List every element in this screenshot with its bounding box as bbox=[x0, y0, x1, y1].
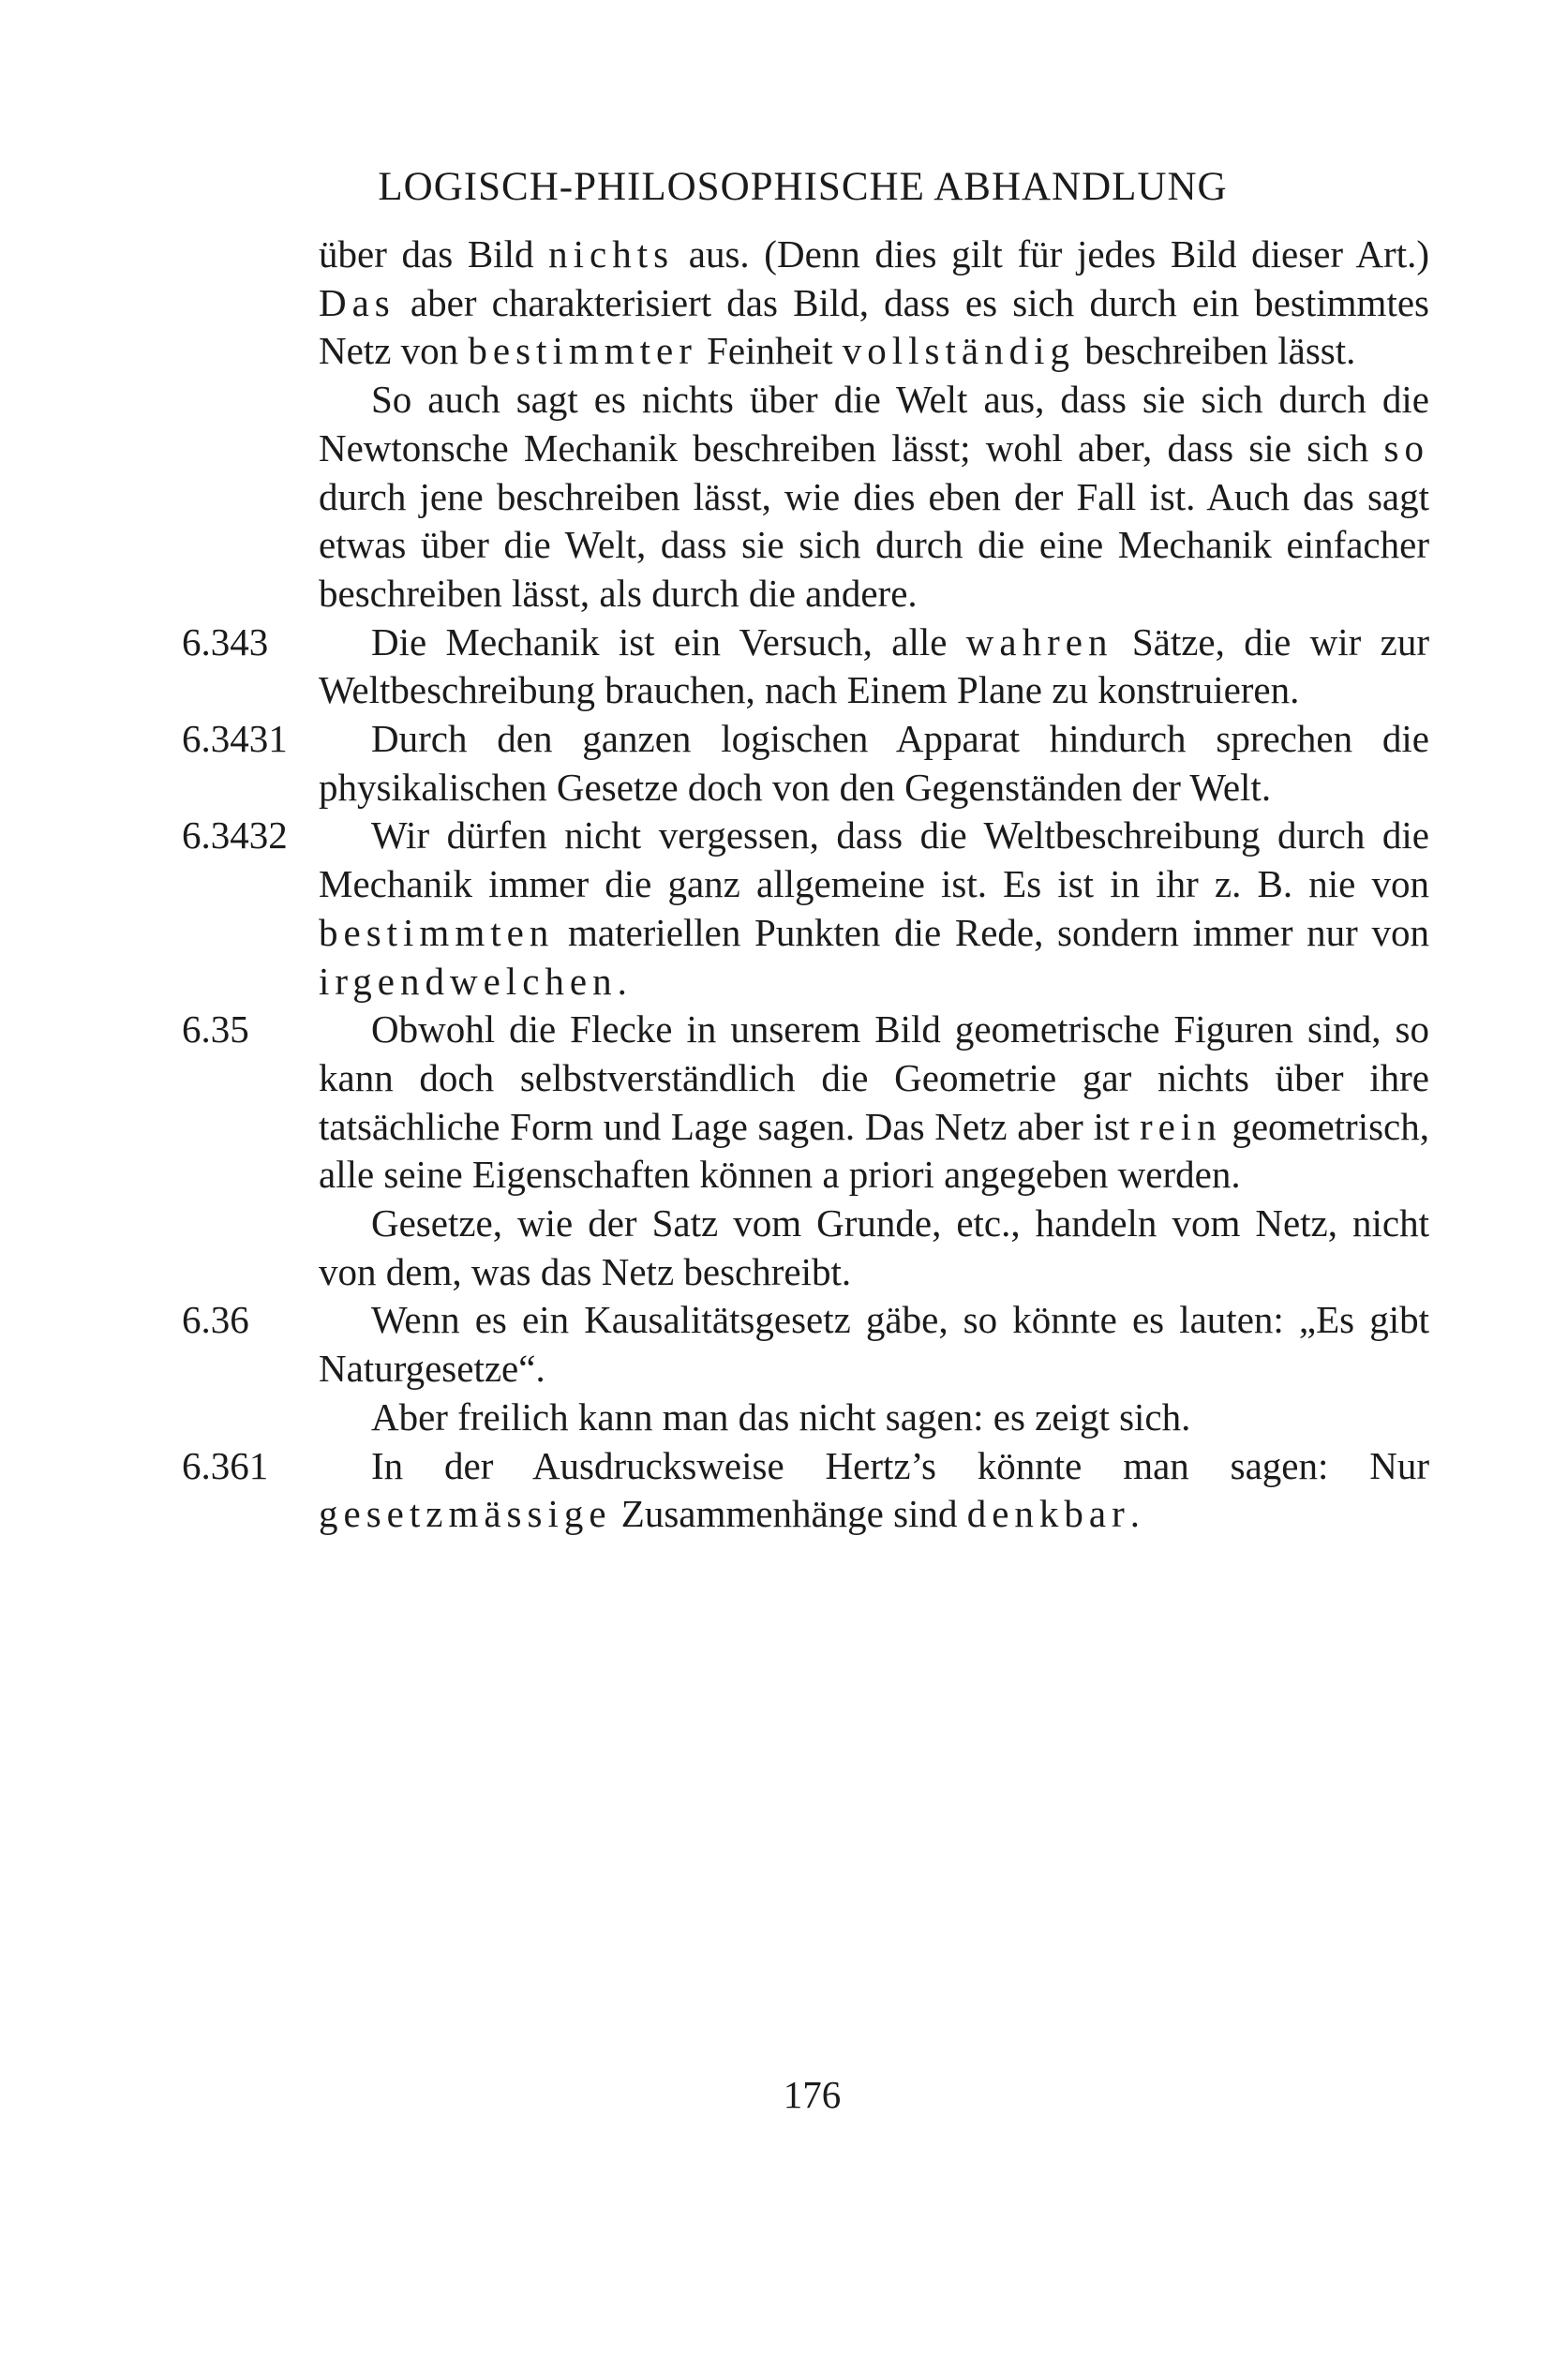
text-run: aus. (Denn dies gilt für jedes Bild dieser Art.) bbox=[674, 232, 1430, 276]
numbered-proposition bbox=[182, 812, 1429, 1006]
emphasized-text: gesetzmässige bbox=[319, 1492, 612, 1536]
text-run: Wir dürfen nicht vergessen, dass die Weltbeschreibung durch die Mechanik immer die ganz allgemeine ist. Es ist in ihr z. B. nie von bbox=[319, 813, 1429, 906]
numbered-proposition bbox=[182, 1296, 1429, 1393]
emphasized-text: rein bbox=[1139, 1104, 1222, 1148]
emphasized-text: wahren bbox=[965, 619, 1113, 664]
emphasized-text: bestimmter bbox=[468, 329, 697, 373]
text-run: geometrisch, alle seine Eigenschaften können a priori angegeben werden. bbox=[319, 1104, 1429, 1197]
text-run: Durch den ganzen logischen Apparat hindurch sprechen die physikalischen Gesetze doch von den Gegenständen der Welt. bbox=[319, 717, 1429, 809]
page-number: 176 bbox=[783, 2073, 842, 2116]
numbered-proposition bbox=[182, 715, 1429, 812]
text-run: über das Bild bbox=[319, 232, 549, 276]
text-run: . bbox=[617, 959, 627, 1003]
text-run: Wenn es ein Kausalitätsgesetz gäbe, so könnte es lauten: „Es gibt Naturgesetze“. bbox=[319, 1298, 1429, 1391]
text-run: Sätze, die wir zur Weltbeschreibung brauchen, nach Einem Plane zu konstruieren. bbox=[319, 619, 1429, 712]
numbered-proposition bbox=[182, 619, 1429, 715]
proposition-number: 6.3431 bbox=[182, 717, 288, 761]
text-run: Obwohl die Flecke in unserem Bild geometrische Figuren sind, so kann doch selbstverständlich die Geometrie gar nichts über ihre tatsächliche Form und Lage sagen. Das Netz aber ist bbox=[319, 1007, 1429, 1148]
emphasized-text: denkbar bbox=[966, 1492, 1130, 1536]
paragraph bbox=[319, 376, 1429, 619]
emphasized-text: vollständig bbox=[842, 329, 1075, 373]
text-run: durch jene beschreiben lässt, wie dies eben der Fall ist. Auch das sagt etwas über die Welt, dass sie sich durch die eine Mechanik einfacher beschreiben lässt, als durch die andere. bbox=[319, 474, 1429, 615]
numbered-proposition bbox=[182, 1006, 1429, 1200]
paragraph bbox=[319, 1394, 1429, 1442]
emphasized-text: Das bbox=[319, 280, 396, 324]
text-run: Feinheit bbox=[696, 329, 843, 373]
numbered-proposition bbox=[182, 1442, 1429, 1539]
paragraph bbox=[319, 231, 1429, 376]
text-run: . bbox=[1129, 1492, 1141, 1536]
emphasized-text: so bbox=[1383, 425, 1429, 470]
emphasized-text: irgendwelchen bbox=[319, 959, 618, 1003]
paragraph bbox=[319, 1200, 1429, 1296]
running-header: LOGISCH-PHILOSOPHISCHE ABHANDLUNG bbox=[378, 165, 1228, 209]
proposition-number: 6.361 bbox=[182, 1443, 269, 1487]
text-run: So auch sagt es nichts über die Welt aus, dass sie sich durch die Newtonsche Mechanik beschreiben lässt; wohl aber, dass sie sich bbox=[319, 378, 1429, 470]
text-run: In der Ausdrucksweise Hertz’s könnte man sagen: Nur bbox=[371, 1443, 1429, 1487]
proposition-number: 6.343 bbox=[182, 619, 269, 664]
text-run: materiellen Punkten die Rede, sondern immer nur von bbox=[554, 910, 1429, 954]
proposition-number: 6.36 bbox=[182, 1298, 249, 1342]
body-text bbox=[182, 231, 1430, 1539]
emphasized-text: nichts bbox=[548, 232, 675, 276]
text-run: aber charakterisiert das Bild, dass es sich durch ein bestimmtes Netz von bbox=[319, 280, 1429, 373]
text-run: beschreiben lässt. bbox=[1074, 329, 1356, 373]
proposition-number: 6.35 bbox=[182, 1007, 249, 1051]
text-run: Die Mechanik ist ein Versuch, alle bbox=[371, 619, 966, 664]
text-run: Zusammenhänge sind bbox=[611, 1492, 967, 1536]
text-run: Gesetze, wie der Satz vom Grunde, etc., handeln vom Netz, nicht von dem, was das Netz beschreibt. bbox=[319, 1201, 1429, 1293]
emphasized-text: bestimmten bbox=[319, 910, 555, 954]
proposition-number: 6.3432 bbox=[182, 813, 288, 857]
text-run: Aber freilich kann man das nicht sagen: es zeigt sich. bbox=[371, 1394, 1191, 1439]
